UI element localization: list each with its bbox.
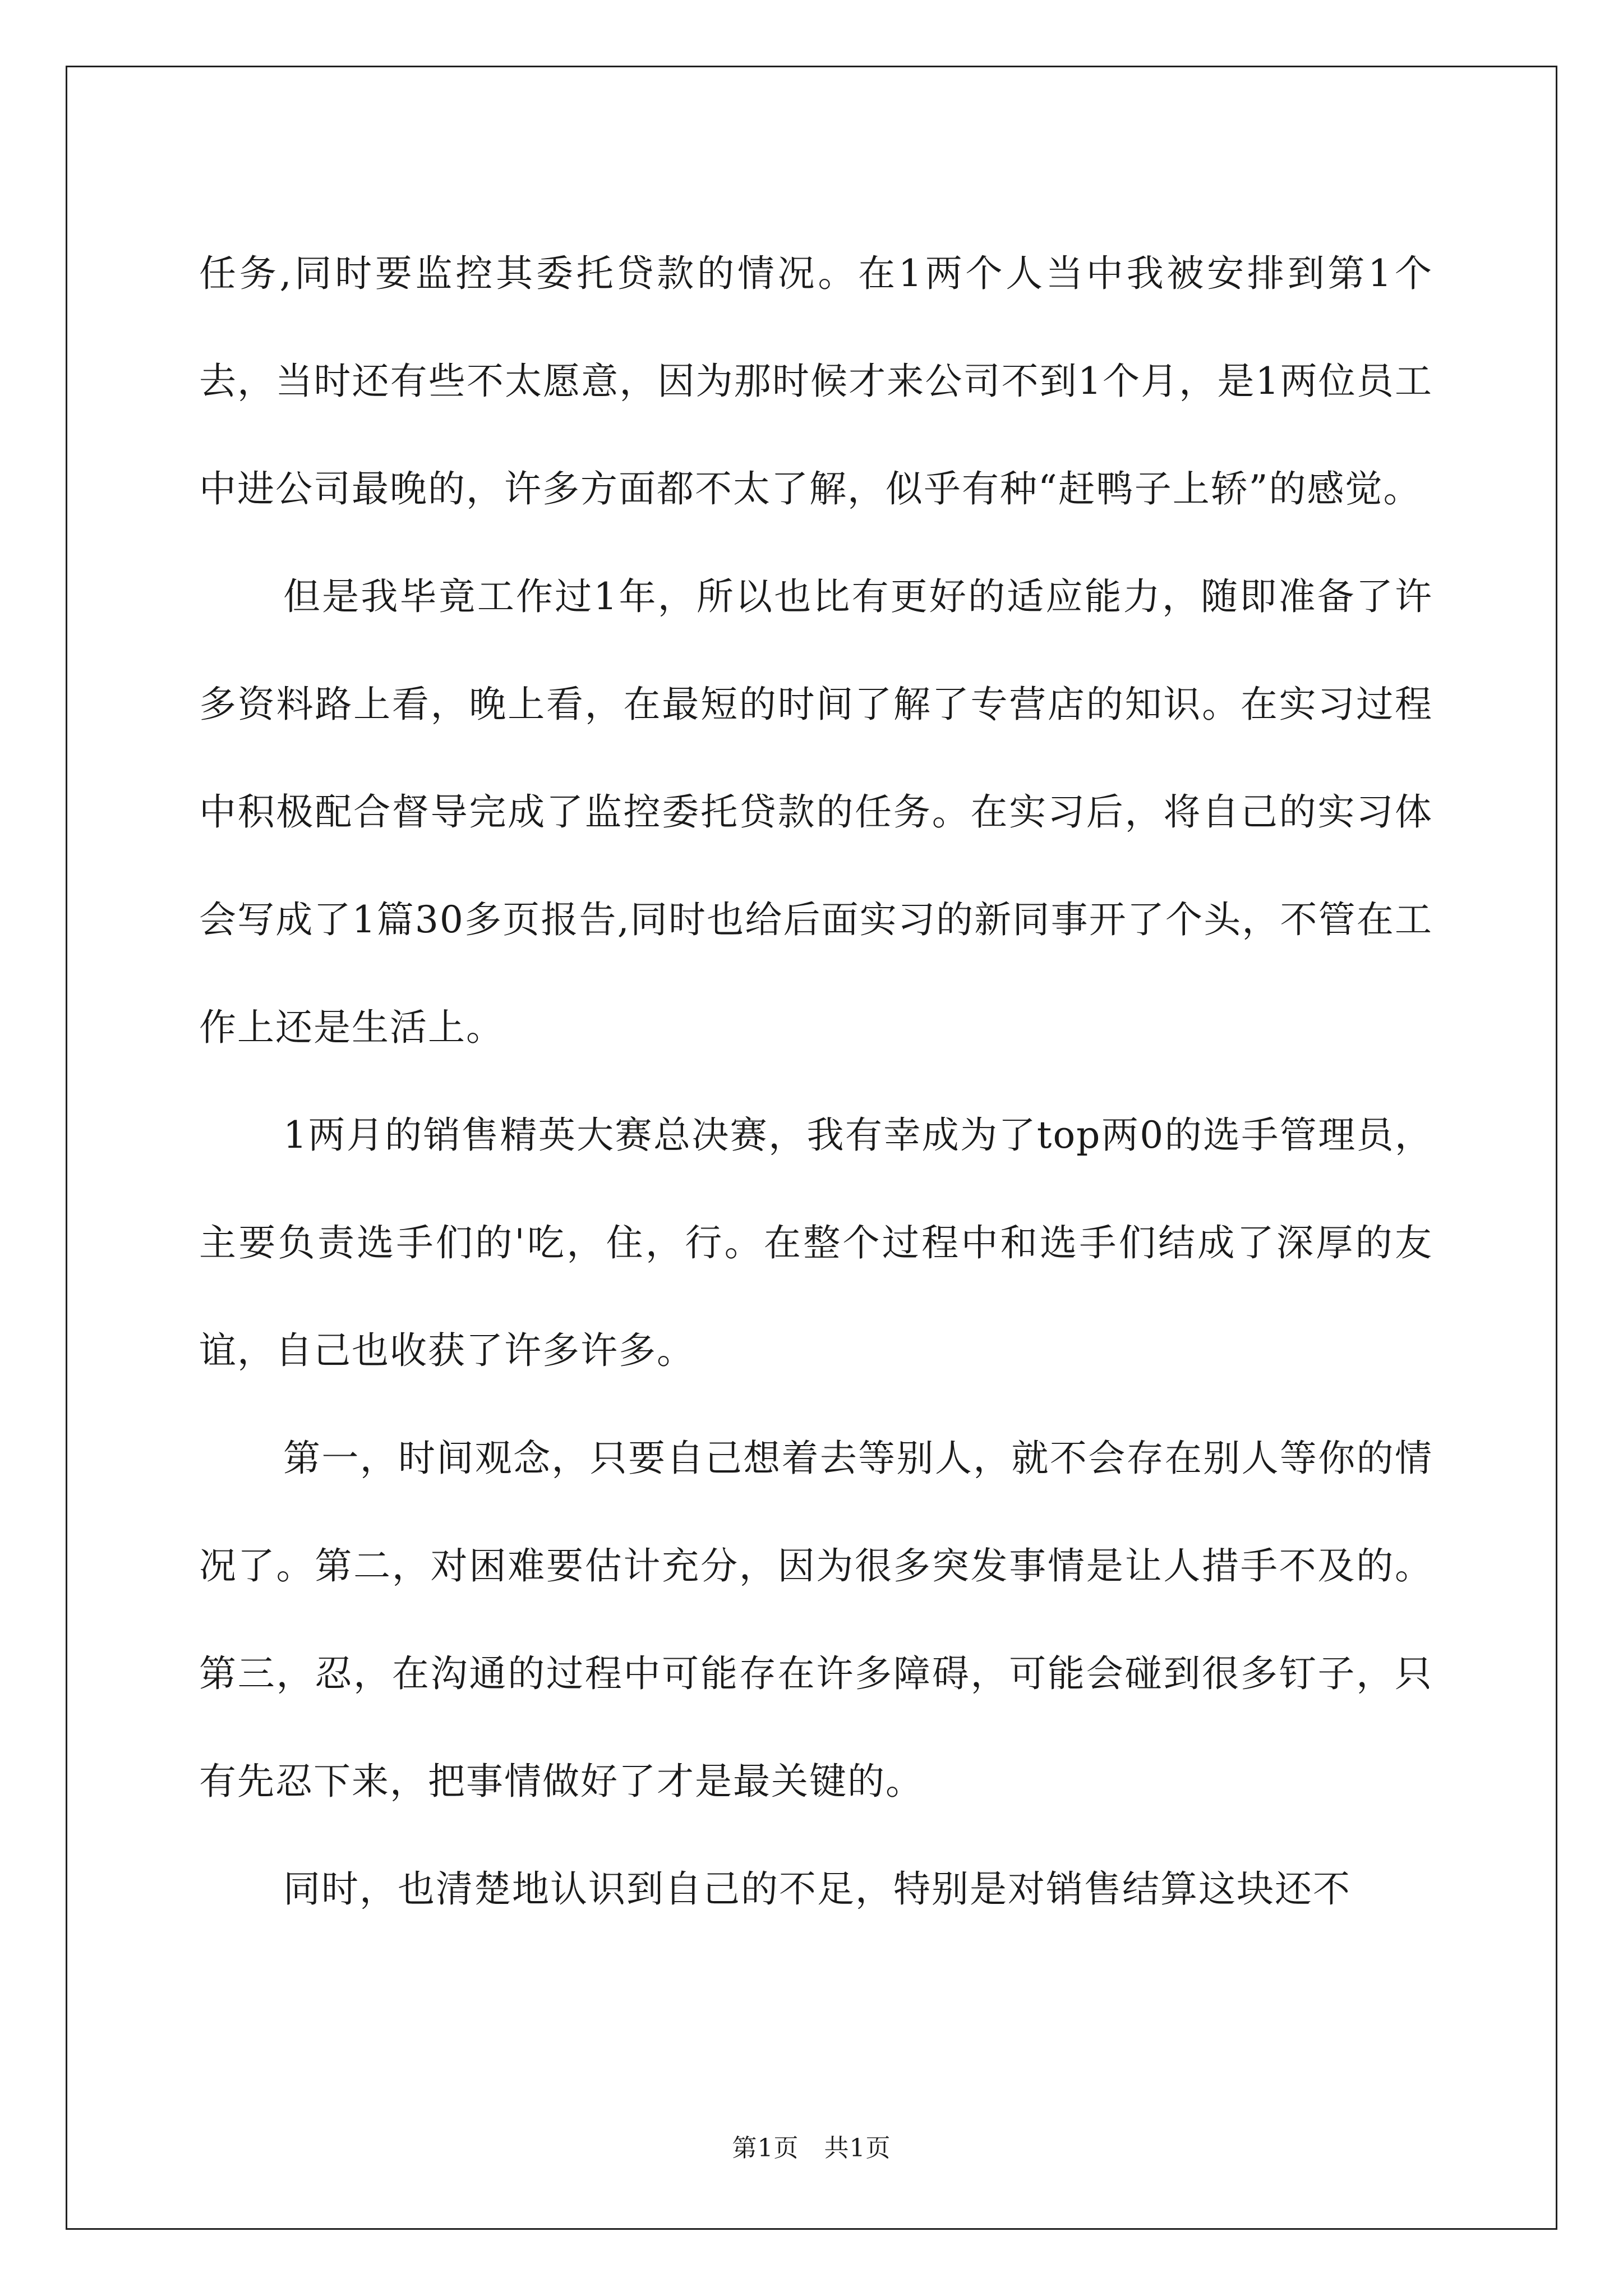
paragraph-3: 1两月的销售精英大赛总决赛，我有幸成为了top两0的选手管理员，主要负责选手们的'吃，住，行。在整个过程中和选手们结成了深厚的友谊，自己也收获了许多许多。 [199, 1114, 1433, 1372]
paragraph-5: 同时，也清楚地认识到自己的不足，特别是对销售结算这块还不 [283, 1867, 1351, 1911]
paragraph-2: 但是我毕竟工作过1年，所以也比有更好的适应能力，随即准备了许多资料路上看，晚上看，在最短的时间了解了专营店的知识。在实习过程中积极配合督导完成了监控委托贷款的任务。在实习后，将自己的实习体会写成了1篇30多页报告,同时也给后面实习的新同事开了个头，不管在工作上还是生活上。 [199, 575, 1433, 1049]
paragraph-4: 第一，时间观念，只要自己想着去等别人，就不会存在别人等你的情况了。第二，对困难要估计充分，因为很多突发事情是让人措手不及的。第三，忍，在沟通的过程中可能存在许多障碍，可能会碰到很多钉子，只有先忍下来，把事情做好了才是最关键的。 [199, 1437, 1433, 1803]
page-footer: 第1页 共1页 [732, 2134, 891, 2162]
paragraph-1: 任务,同时要监控其委托贷款的情况。在1两个人当中我被安排到第1个去，当时还有些不太愿意，因为那时候才来公司不到1个月，是1两位员工中进公司最晚的，许多方面都不太了解，似乎有种“赶鸭子上轿”的感觉。 [199, 252, 1433, 510]
document-body [199, 220, 1433, 1943]
